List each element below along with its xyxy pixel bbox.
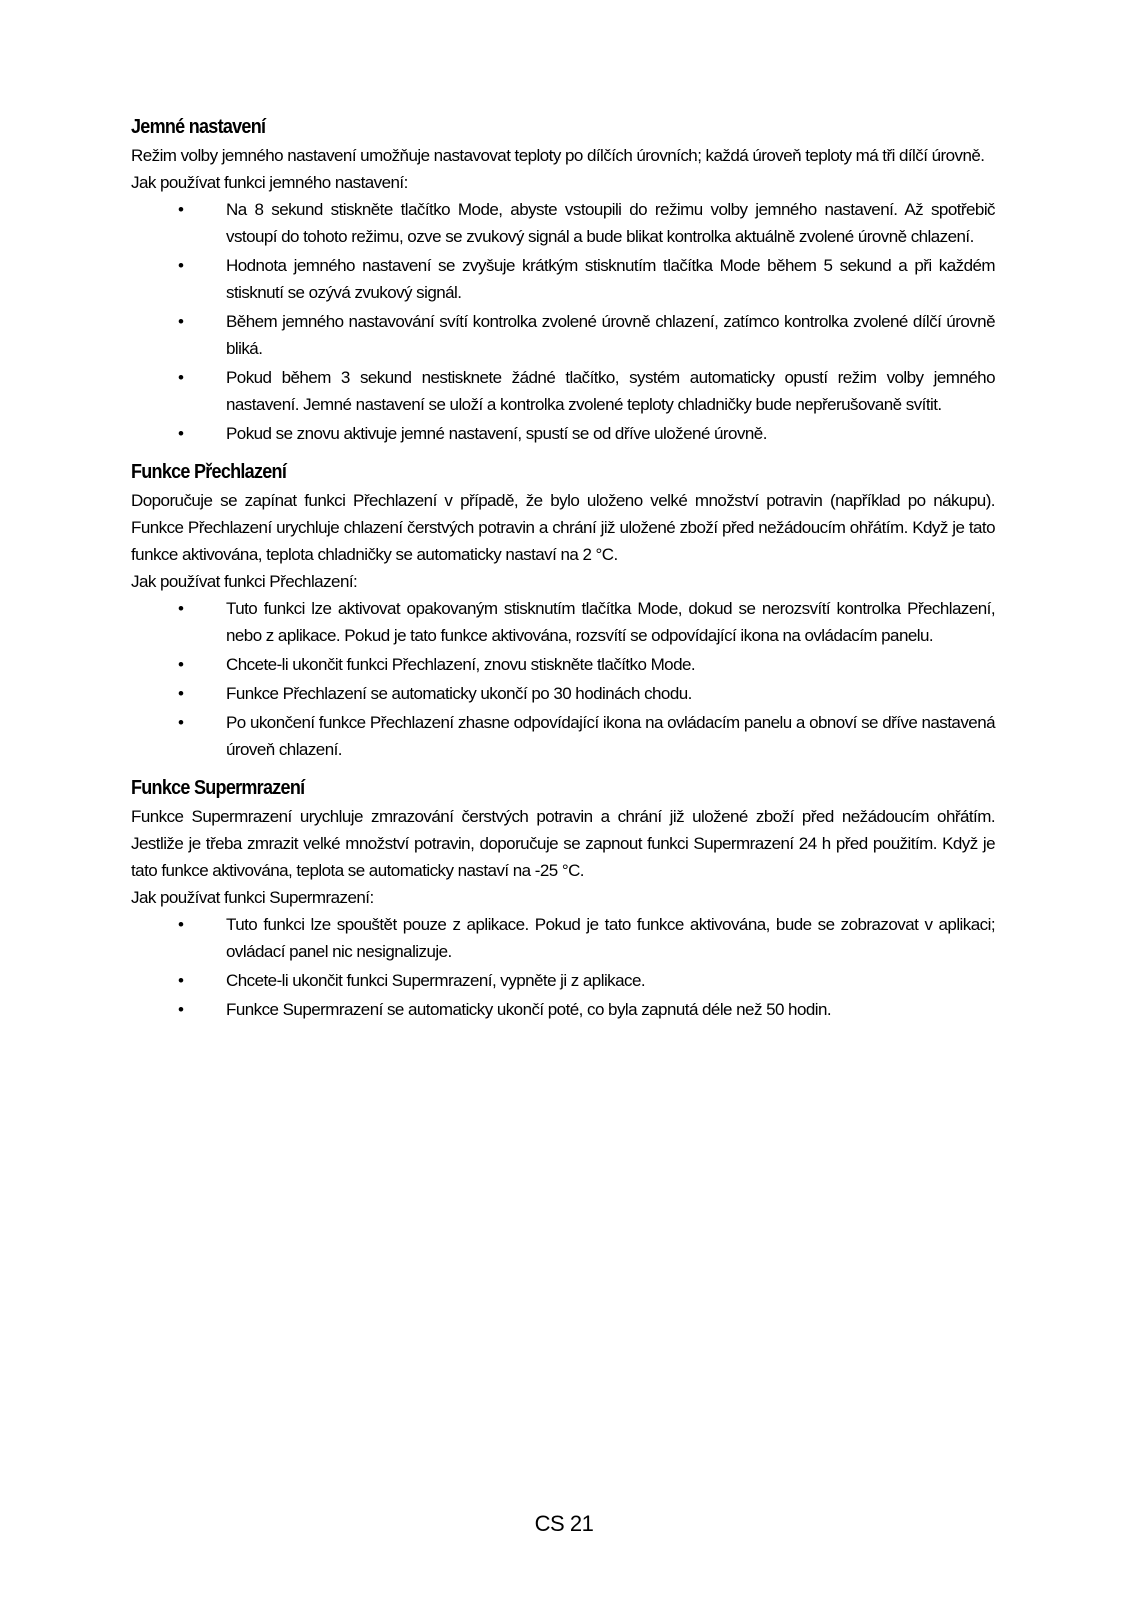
bullet-icon: • bbox=[178, 200, 184, 219]
list-item-text: Chcete-li ukončit funkci Supermrazení, vypněte ji z aplikace. bbox=[226, 971, 646, 990]
section-heading: Funkce Přechlazení bbox=[131, 461, 287, 483]
instruction-list bbox=[131, 911, 995, 1023]
instruction-list bbox=[131, 196, 995, 447]
document-page bbox=[131, 114, 995, 1025]
bullet-icon: • bbox=[178, 368, 184, 387]
bullet-icon: • bbox=[178, 312, 184, 331]
list-item-text: Na 8 sekund stiskněte tlačítko Mode, abyste vstoupili do režimu volby jemného nastavení. Až spotřebič vstoupí do tohoto režimu, ozve se zvukový signál a bude blikat kontrolka aktuálně zvolené úrovně chlazení. bbox=[226, 200, 995, 246]
bullet-icon: • bbox=[178, 256, 184, 275]
list-item bbox=[178, 709, 995, 763]
list-item bbox=[178, 680, 995, 707]
list-item-text: Funkce Supermrazení se automaticky ukončí poté, co byla zapnutá déle než 50 hodin. bbox=[226, 1000, 832, 1019]
list-item-text: Hodnota jemného nastavení se zvyšuje krátkým stisknutím tlačítka Mode během 5 sekund a při každém stisknutí se ozývá zvukový signál. bbox=[226, 256, 995, 302]
list-item bbox=[178, 651, 995, 678]
list-item bbox=[178, 252, 995, 306]
page-number: CS 21 bbox=[534, 1511, 594, 1536]
list-item bbox=[178, 364, 995, 418]
how-to-label: Jak používat funkci Supermrazení: bbox=[131, 888, 374, 907]
bullet-icon: • bbox=[178, 971, 184, 990]
list-item bbox=[178, 911, 995, 965]
intro-paragraph: Funkce Supermrazení urychluje zmrazování čerstvých potravin a chrání již uložené zboží před nežádoucím ohřátím. Jestliže je třeba zmrazit velké množství potravin, doporučuje se zapnout funkci Supermrazení 24 h před použitím. Když je tato funkce aktivována, teplota se automaticky nastaví na -25 °C. bbox=[131, 807, 995, 880]
list-item-text: Během jemného nastavování svítí kontrolka zvolené úrovně chlazení, zatímco kontrolka zvolené dílčí úrovně bliká. bbox=[226, 312, 995, 358]
intro-paragraph: Režim volby jemného nastavení umožňuje nastavovat teploty po dílčích úrovních; každá úroveň teploty má tři dílčí úrovně. bbox=[131, 146, 985, 165]
section-superfreeze bbox=[131, 775, 995, 1023]
list-item-text: Tuto funkci lze spouštět pouze z aplikace. Pokud je tato funkce aktivována, bude se zobrazovat v aplikaci; ovládací panel nic nesignalizuje. bbox=[226, 915, 995, 961]
how-to-label: Jak používat funkci jemného nastavení: bbox=[131, 173, 408, 192]
list-item bbox=[178, 308, 995, 362]
bullet-icon: • bbox=[178, 713, 184, 732]
section-heading: Funkce Supermrazení bbox=[131, 777, 305, 799]
section-heading: Jemné nastavení bbox=[131, 116, 266, 138]
how-to-label: Jak používat funkci Přechlazení: bbox=[131, 572, 358, 591]
bullet-icon: • bbox=[178, 424, 184, 443]
list-item-text: Po ukončení funkce Přechlazení zhasne odpovídající ikona na ovládacím panelu a obnoví se dříve nastavená úroveň chlazení. bbox=[226, 713, 995, 759]
list-item-text: Pokud během 3 sekund nestisknete žádné tlačítko, systém automaticky opustí režim volby jemného nastavení. Jemné nastavení se uloží a kontrolka zvolené teploty chladničky bude nepřerušovaně svítit. bbox=[226, 368, 995, 414]
list-item bbox=[178, 420, 995, 447]
list-item-text: Chcete-li ukončit funkci Přechlazení, znovu stiskněte tlačítko Mode. bbox=[226, 655, 696, 674]
intro-paragraph: Doporučuje se zapínat funkci Přechlazení v případě, že bylo uloženo velké množství potravin (například po nákupu). Funkce Přechlazení urychluje chlazení čerstvých potravin a chrání již uložené zboží před nežádoucím ohřátím. Když je tato funkce aktivována, teplota chladničky se automaticky nastaví na 2 °C. bbox=[131, 491, 995, 564]
bullet-icon: • bbox=[178, 1000, 184, 1019]
list-item bbox=[178, 595, 995, 649]
list-item-text: Funkce Přechlazení se automaticky ukončí po 30 hodinách chodu. bbox=[226, 684, 692, 703]
section-fine-setting bbox=[131, 114, 995, 447]
bullet-icon: • bbox=[178, 684, 184, 703]
list-item-text: Tuto funkci lze aktivovat opakovaným stisknutím tlačítka Mode, dokud se nerozsvítí kontrolka Přechlazení, nebo z aplikace. Pokud je tato funkce aktivována, rozsvítí se odpovídající ikona na ovládacím panelu. bbox=[226, 599, 995, 645]
instruction-list bbox=[131, 595, 995, 763]
bullet-icon: • bbox=[178, 599, 184, 618]
list-item bbox=[178, 196, 995, 250]
section-supercool bbox=[131, 459, 995, 763]
bullet-icon: • bbox=[178, 915, 184, 934]
list-item bbox=[178, 996, 995, 1023]
list-item-text: Pokud se znovu aktivuje jemné nastavení, spustí se od dříve uložené úrovně. bbox=[226, 424, 767, 443]
list-item bbox=[178, 967, 995, 994]
bullet-icon: • bbox=[178, 655, 184, 674]
